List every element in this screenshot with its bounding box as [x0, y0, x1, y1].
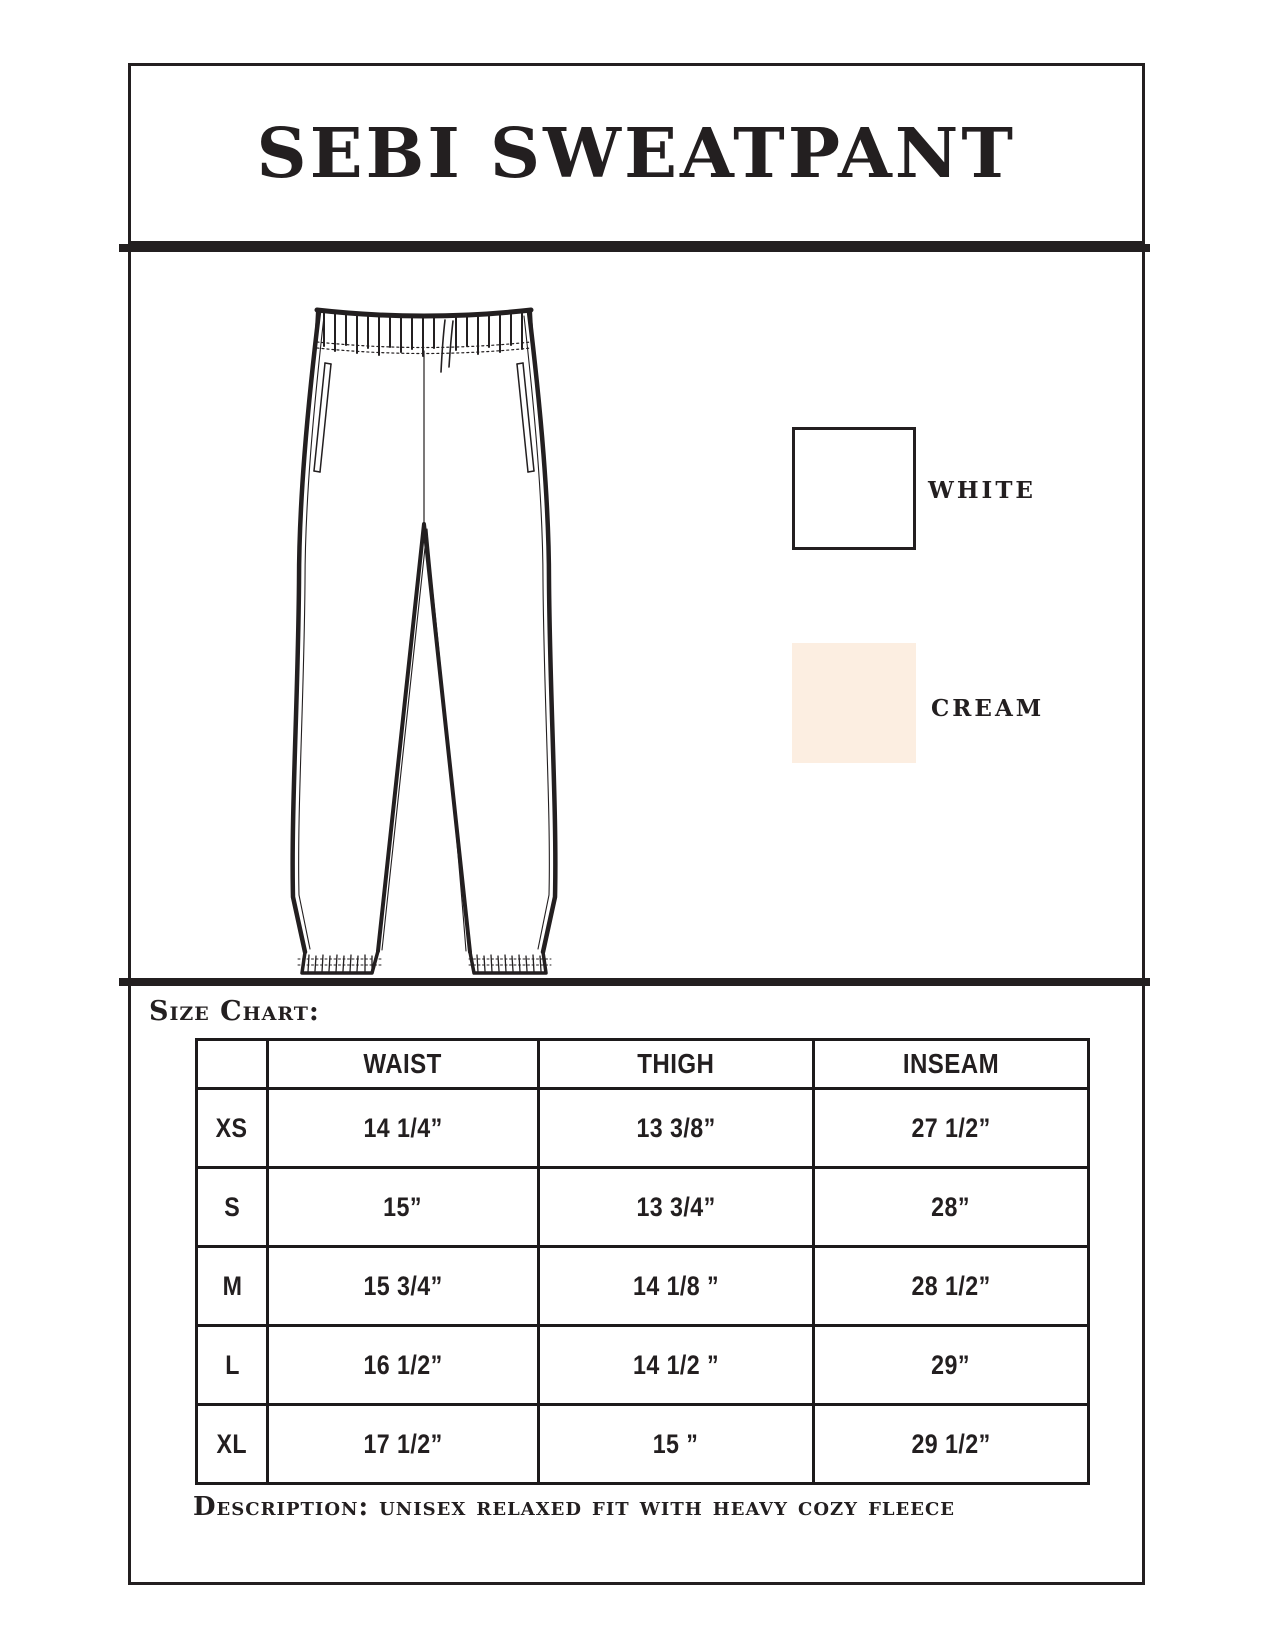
drawing-section: [128, 252, 1145, 978]
size-chart-section: [128, 986, 1145, 1585]
inseam-cell: 29 1/2”: [814, 1405, 1089, 1484]
thigh-cell: 15 ”: [539, 1405, 814, 1484]
size-cell: XL: [197, 1405, 268, 1484]
header-row: [197, 1040, 1089, 1089]
table-row-xl: [197, 1405, 1089, 1484]
drawstrings: [441, 320, 453, 372]
table-row-xs: [197, 1089, 1089, 1168]
thigh-cell: 13 3/4”: [539, 1168, 814, 1247]
size-cell: S: [197, 1168, 268, 1247]
inseam-cell: 27 1/2”: [814, 1089, 1089, 1168]
thigh-cell: 14 1/2 ”: [539, 1326, 814, 1405]
pocket-left: [314, 363, 331, 472]
inseam-cell: 29”: [814, 1326, 1089, 1405]
thigh-cell: 14 1/8 ”: [539, 1247, 814, 1326]
thigh-cell: 13 3/8”: [539, 1089, 814, 1168]
waist-cell: 16 1/2”: [268, 1326, 539, 1405]
inseam-cell: 28 1/2”: [814, 1247, 1089, 1326]
header-cell-thigh: THIGH: [539, 1040, 814, 1089]
waist-cell: 14 1/4”: [268, 1089, 539, 1168]
table-row-m: [197, 1247, 1089, 1326]
waistband-ribbing: [324, 311, 522, 356]
page-title: SEBI SWEATPANT: [256, 113, 1017, 194]
swatch-label-cream: CREAM: [931, 695, 1045, 722]
product-description: Description: unisex relaxed fit with heavy cozy fleece: [193, 1492, 956, 1522]
size-cell: M: [197, 1247, 268, 1326]
divider-line-top: [119, 244, 1150, 252]
table-row-s: [197, 1168, 1089, 1247]
cuff-ribbing: [308, 955, 541, 972]
inseam-cell: 28”: [814, 1168, 1089, 1247]
size-cell: XS: [197, 1089, 268, 1168]
header-cell-waist: WAIST: [268, 1040, 539, 1089]
divider-line-bottom: [119, 978, 1150, 986]
waist-cell: 17 1/2”: [268, 1405, 539, 1484]
header-cell-blank: [197, 1040, 268, 1089]
title-box: [128, 63, 1145, 244]
pocket-right: [517, 363, 534, 472]
size-chart-heading: Size Chart:: [149, 996, 320, 1027]
swatch-label-white: WHITE: [928, 477, 1036, 504]
sweatpant-flat-drawing: [131, 252, 1148, 978]
size-cell: L: [197, 1326, 268, 1405]
color-swatch-cream: [792, 643, 916, 763]
waist-cell: 15”: [268, 1168, 539, 1247]
color-swatch-white: [792, 427, 916, 550]
waist-cell: 15 3/4”: [268, 1247, 539, 1326]
header-cell-inseam: INSEAM: [814, 1040, 1089, 1089]
size-chart-table: [195, 1038, 1090, 1485]
table-row-l: [197, 1326, 1089, 1405]
